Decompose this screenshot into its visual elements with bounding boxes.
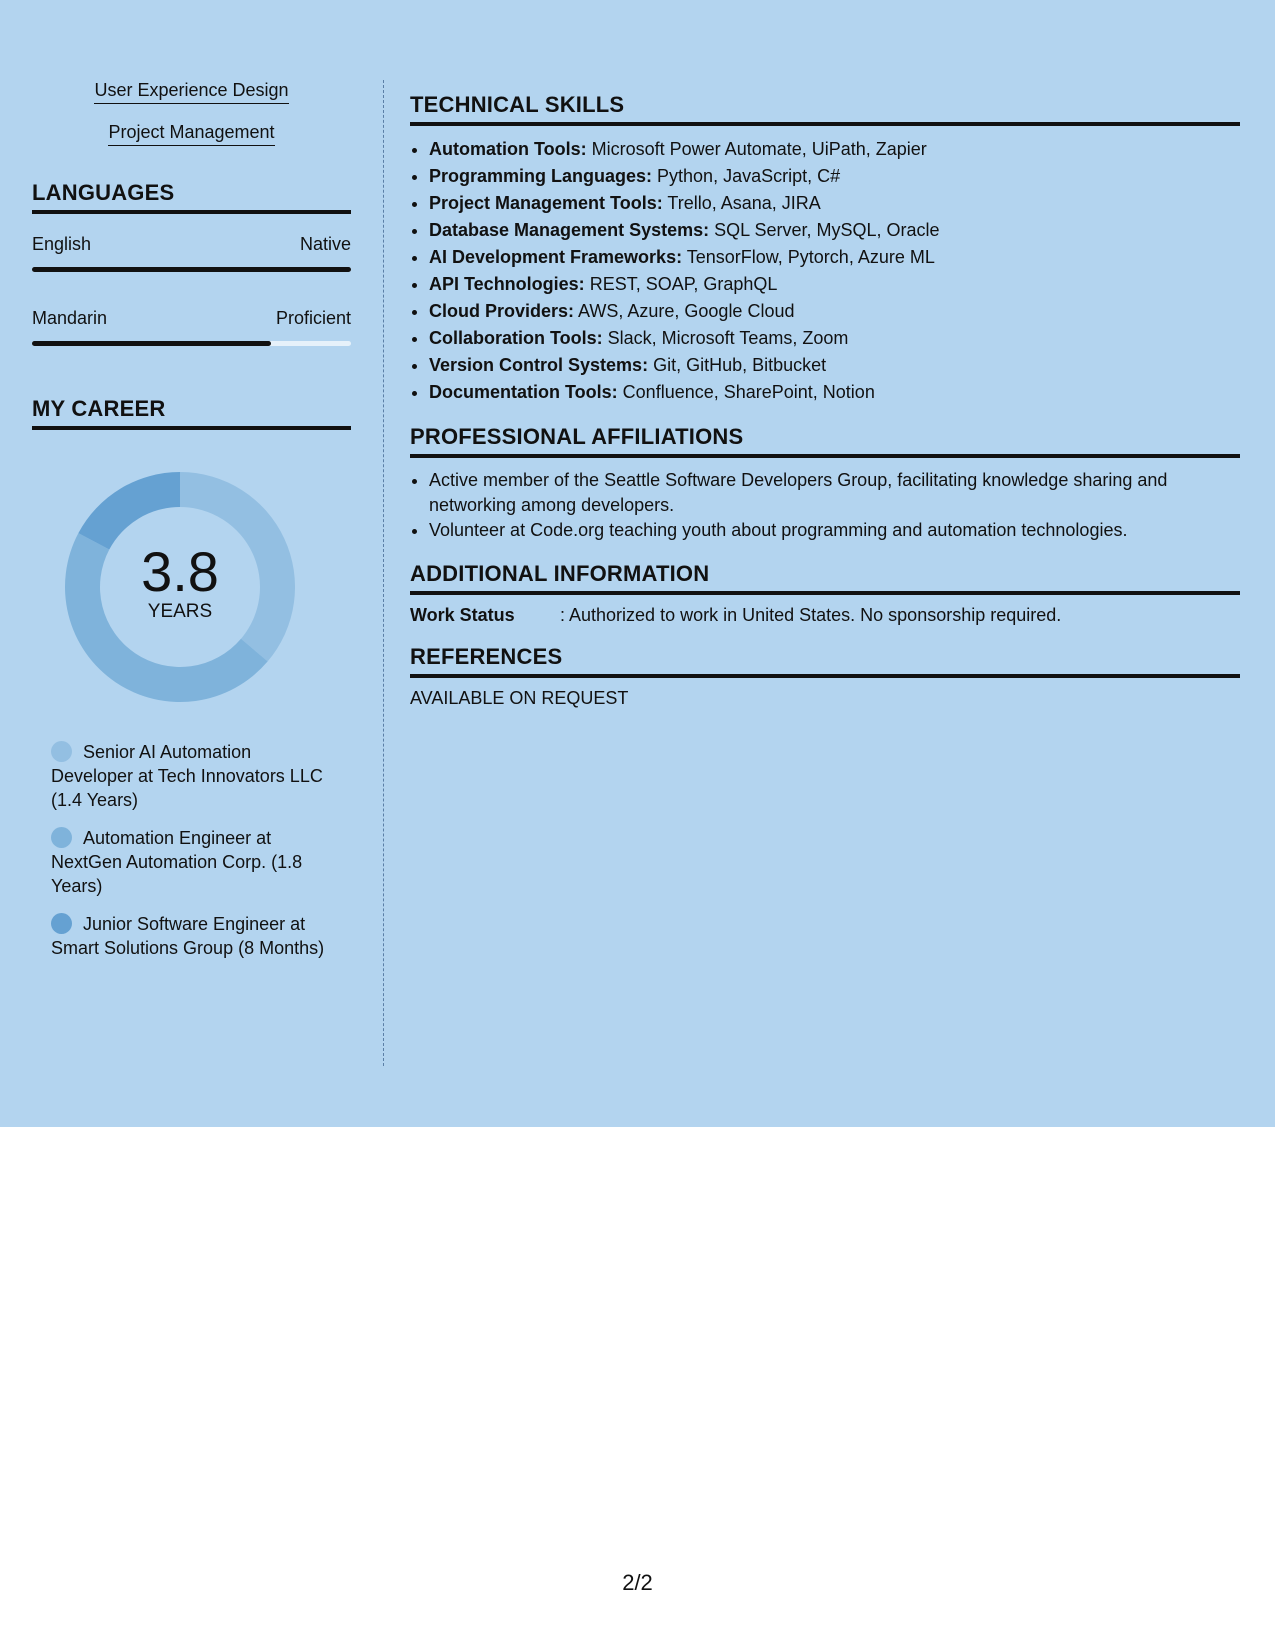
skill-value: Git, GitHub, Bitbucket: [648, 355, 827, 375]
career-legend: [51, 740, 331, 960]
legend-dot: [51, 741, 72, 762]
affiliation-item: • Active member of the Seattle Software Developers Group, facilitating knowledge sharing and networking among developers.: [429, 468, 1240, 517]
skill-value: TensorFlow, Pytorch, Azure ML: [682, 247, 935, 267]
skill-value: SQL Server, MySQL, Oracle: [709, 220, 940, 240]
skill-item: [429, 379, 1240, 406]
legend-label: Senior AI Automation Developer at Tech Innovators LLC (1.4 Years): [51, 742, 323, 810]
work-status-value: : Authorized to work in United States. No sponsorship required.: [560, 604, 1062, 625]
skill-link-label[interactable]: Project Management: [108, 122, 274, 146]
skill-item: [429, 298, 1240, 325]
legend-label: Automation Engineer at NextGen Automation Corp. (1.8 Years): [51, 828, 303, 896]
legend-label: Junior Software Engineer at Smart Solutions Group (8 Months): [51, 914, 325, 958]
references-title: REFERENCES: [410, 644, 1240, 678]
skill-label: Automation Tools:: [429, 139, 587, 159]
skill-label: Project Management Tools:: [429, 193, 663, 213]
language-bar: [32, 267, 351, 272]
skill-link-pm[interactable]: [32, 122, 351, 146]
career-unit: YEARS: [147, 601, 213, 622]
skill-link-label[interactable]: User Experience Design: [94, 80, 288, 104]
skill-label: API Technologies:: [429, 274, 585, 294]
language-name: Mandarin: [32, 308, 108, 328]
technical-skills-title: TECHNICAL SKILLS: [410, 92, 1240, 126]
skill-value: Microsoft Power Automate, UiPath, Zapier: [586, 139, 927, 159]
skill-item: [429, 325, 1240, 352]
skill-item: [429, 244, 1240, 271]
skill-value: Slack, Microsoft Teams, Zoom: [602, 328, 849, 348]
language-name: English: [32, 234, 92, 254]
skill-label: Cloud Providers:: [429, 301, 575, 321]
career-total: 3.8: [141, 540, 219, 603]
skill-value: Python, JavaScript, C#: [652, 166, 841, 186]
language-item-mandarin: [32, 308, 351, 346]
skill-link-ux[interactable]: [32, 80, 351, 104]
skill-item: [429, 352, 1240, 379]
skill-label: Version Control Systems:: [429, 355, 649, 375]
skill-value: Trello, Asana, JIRA: [662, 193, 821, 213]
legend-dot: [51, 827, 72, 848]
skill-label: Programming Languages:: [429, 166, 653, 186]
languages-title: LANGUAGES: [32, 180, 351, 214]
skill-value: AWS, Azure, Google Cloud: [574, 301, 795, 321]
column-divider: [383, 80, 384, 1066]
language-bar-fill: [32, 267, 351, 272]
skill-item: [429, 190, 1240, 217]
skill-label: AI Development Frameworks:: [429, 247, 683, 267]
technical-skills-list: [410, 136, 1240, 406]
skill-item: [429, 136, 1240, 163]
career-legend-item: [51, 740, 331, 812]
skill-label: Documentation Tools:: [429, 382, 618, 402]
work-status-row: [410, 605, 1240, 626]
language-item-english: [32, 234, 351, 272]
main-content: [410, 92, 1240, 709]
skill-value: REST, SOAP, GraphQL: [584, 274, 778, 294]
affiliations-title: PROFESSIONAL AFFILIATIONS: [410, 424, 1240, 458]
skill-item: [429, 217, 1240, 244]
skill-label: Collaboration Tools:: [429, 328, 603, 348]
skill-item: [429, 271, 1240, 298]
career-donut-center: [65, 472, 295, 702]
career-section: [32, 396, 351, 960]
additional-info-title: ADDITIONAL INFORMATION: [410, 561, 1240, 595]
career-donut-chart: [65, 472, 295, 702]
language-level: Proficient: [275, 308, 351, 328]
sidebar: [32, 80, 351, 974]
career-title: MY CAREER: [32, 396, 351, 430]
affiliations-list: [410, 468, 1240, 543]
references-text: AVAILABLE ON REQUEST: [410, 687, 629, 708]
career-legend-item: [51, 826, 331, 898]
skill-value: Confluence, SharePoint, Notion: [617, 382, 875, 402]
language-bar: [32, 341, 351, 346]
page-number: 2/2: [622, 1570, 653, 1595]
career-legend-item: [51, 912, 331, 960]
language-bar-fill: [32, 341, 271, 346]
legend-dot: [51, 913, 72, 934]
affiliation-item: • Volunteer at Code.org teaching youth about programming and automation technologies.: [429, 518, 1240, 543]
skill-item: [429, 163, 1240, 190]
skill-label: Database Management Systems:: [429, 220, 710, 240]
language-level: Native: [299, 234, 351, 254]
work-status-label: Work Status: [410, 604, 515, 625]
